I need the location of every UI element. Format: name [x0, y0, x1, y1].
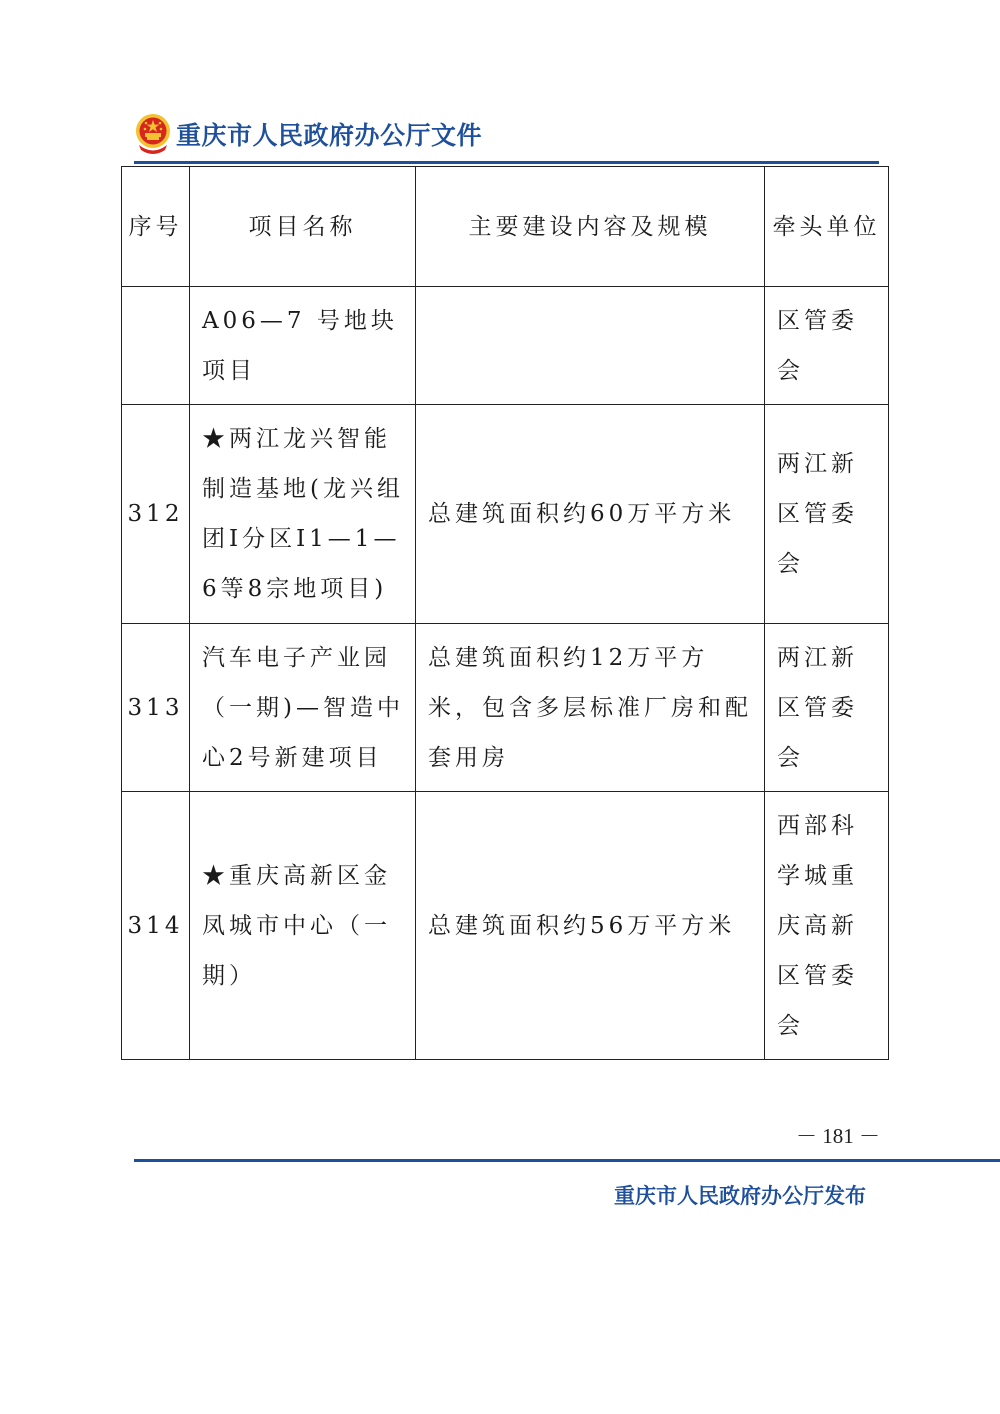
national-emblem-icon [134, 112, 172, 156]
column-header-name: 项目名称 [190, 167, 416, 287]
footer-publisher: 重庆市人民政府办公厅发布 [614, 1184, 866, 1208]
page-number: － 181 － [796, 1124, 880, 1148]
project-table [121, 166, 889, 1060]
table-row [122, 405, 889, 624]
header-title: 重庆市人民政府办公厅文件 [176, 121, 483, 150]
table-row [122, 624, 889, 792]
header-divider [134, 161, 879, 164]
column-header-unit: 牵头单位 [765, 167, 889, 287]
row-unit: 两江新区管委会 [765, 624, 889, 792]
row-unit: 两江新区管委会 [765, 405, 889, 624]
row-seq: 313 [122, 624, 190, 792]
row-content: 总建筑面积约56万平方米 [416, 792, 765, 1060]
row-name: A06—7 号地块项目 [190, 287, 416, 405]
row-name: ★重庆高新区金凤城市中心（一期） [190, 792, 416, 1060]
document-header [134, 110, 879, 166]
row-content [416, 287, 765, 405]
row-unit: 西部科学城重庆高新区管委会 [765, 792, 889, 1060]
footer-divider [134, 1159, 1000, 1162]
column-header-content: 主要建设内容及规模 [416, 167, 765, 287]
row-seq [122, 287, 190, 405]
row-seq: 314 [122, 792, 190, 1060]
row-name: ★两江龙兴智能制造基地(龙兴组团Ⅰ分区I1—1—6等8宗地项目) [190, 405, 416, 624]
row-unit: 区管委会 [765, 287, 889, 405]
row-seq: 312 [122, 405, 190, 624]
row-content: 总建筑面积约12万平方米，包含多层标准厂房和配套用房 [416, 624, 765, 792]
table-row [122, 792, 889, 1060]
column-header-seq: 序号 [122, 167, 190, 287]
table-header-row [122, 167, 889, 287]
row-content: 总建筑面积约60万平方米 [416, 405, 765, 624]
row-name: 汽车电子产业园（一期)—智造中心2号新建项目 [190, 624, 416, 792]
table-row [122, 287, 889, 405]
